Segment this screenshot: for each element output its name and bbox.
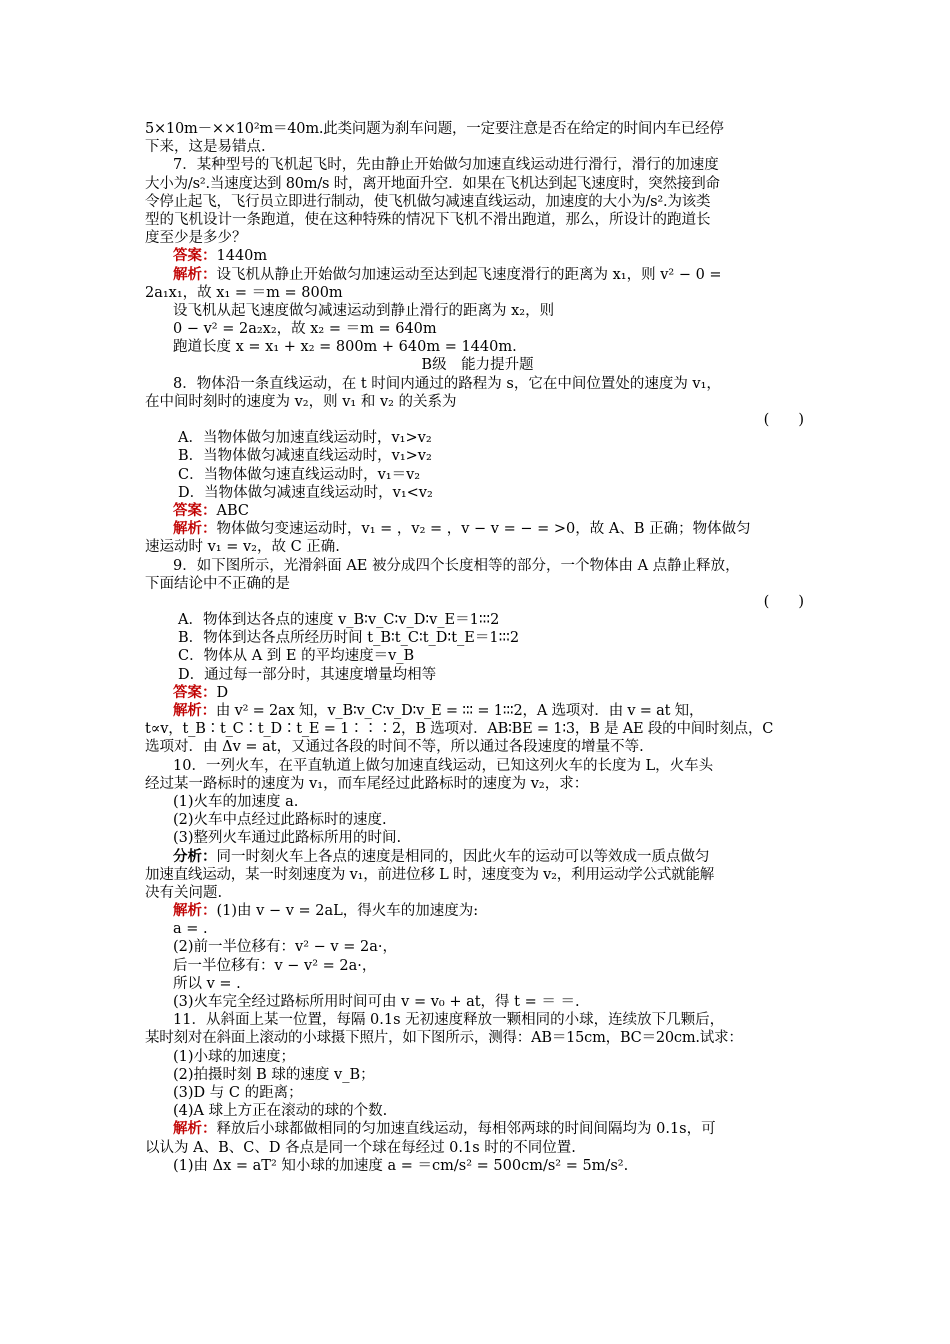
breakdown-line: 分析：同一时刻火车上各点的速度是相同的，因此火车的运动可以等效成一质点做匀 [173,847,710,865]
text-line: (3)D 与 C 的距离； [173,1084,303,1101]
breakdown-label: 分析： [173,847,217,865]
text-line: (1)由 Δx = aT² 知小球的加速度 a = ＝cm/s² = 500cm/s² = 5m/s². [173,1157,629,1174]
text-line: 在中间时刻时的速度为 v₂，则 v₁ 和 v₂ 的关系为 [145,393,457,410]
analysis-line: 解析：由 v² = 2ax 知，v_B∶v_C∶v_D∶v_E = ∶∶∶ = 1∶∶∶2，A 选项对．由 v = at 知， [173,702,704,719]
text-line: 2a₁x₁，故 x₁ = ＝m = 800m [145,284,343,301]
analysis-label: 解析： [173,1120,217,1138]
text-line: 型的飞机设计一条跑道，使在这种特殊的情况下飞机不滑出跑道，那么，所设计的跑道长 [145,211,711,228]
text-line: 下面结论中不正确的是 [145,575,290,592]
question-11: 11．从斜面上某一位置，每隔 0.1s 无初速度释放一颗相同的小球，连续放下几颗后， [173,1012,725,1029]
option-c: C．物体从 A 到 E 的平均速度＝v_B [178,648,415,665]
question-8: 8．物体沿一条直线运动，在 t 时间内通过的路程为 s，它在中间位置处的速度为 v₁， [173,375,721,392]
text-line: 所以 v = . [173,975,241,992]
text-line: 速运动时 v₁ = v₂，故 C 正确. [145,539,340,556]
option-b: B．当物体做匀减速直线运动时，v₁>v₂ [178,448,432,465]
text-line: 跑道长度 x = x₁ + x₂ = 800m + 640m = 1440m. [173,339,517,356]
analysis-label: 解析： [173,902,217,920]
text-line: (2)火车中点经过此路标时的速度. [173,812,387,829]
text-line: 0 − v² = 2a₂x₂，故 x₂ = ＝m = 640m [173,321,437,338]
document-page [145,120,810,1175]
text-line: a = . [173,921,208,938]
question-9: 9．如下图所示，光滑斜面 AE 被分成四个长度相等的部分，一个物体由 A 点静止释放， [173,557,740,574]
question-10: 10．一列火车，在平直轨道上做匀加速直线运动，已知这列火车的长度为 L，火车头 [173,757,714,774]
question-7: 7．某种型号的飞机起飞时，先由静止开始做匀加速直线运动进行滑行，滑行的加速度 [173,157,719,174]
option-d: D．通过每一部分时，其速度增量均相等 [178,666,437,683]
option-b: B．物体到达各点所经历时间 t_B∶t_C∶t_D∶t_E＝1∶∶∶2 [178,630,520,647]
text-line: 令停止起飞，飞行员立即进行制动，使飞机做匀减速直线运动，加速度的大小为/s².为该类 [145,193,711,210]
text-line: 经过某一路标时的速度为 v₁，而车尾经过此路标时的速度为 v₂，求： [145,775,589,792]
text-line: (3)整列火车通过此路标所用的时间. [173,830,402,847]
text-line: (3)火车完全经过路标所用时间可由 v = v₀ + at，得 t = ＝ ＝. [173,994,580,1010]
analysis-label: 解析： [173,702,216,719]
option-c: C．当物体做匀速直线运动时，v₁＝v₂ [178,466,421,483]
text-line: 某时刻对在斜面上滚动的小球摄下照片，如下图所示，测得：AB＝15cm，BC＝20cm.试求： [145,1030,743,1047]
answer-label: 答案： [173,247,217,265]
analysis-line: 解析：释放后小球都做相同的匀加速直线运动，每相邻两球的时间间隔均为 0.1s，可 [173,1120,716,1138]
text-line: 加速直线运动，某一时刻速度为 v₁，前进位移 L 时，速度变为 v₂，利用运动学公式就能解 [145,866,715,883]
text-line: 下来，这是易错点. [145,139,266,156]
answer-line: 答案：1440m [173,247,268,265]
text-line: (2)拍摄时刻 B 球的速度 v_B； [173,1066,375,1083]
option-a: A．物体到达各点的速度 v_B∶v_C∶v_D∶v_E＝1∶∶∶2 [178,612,500,629]
option-d: D．当物体做匀减速直线运动时，v₁<v₂ [178,484,433,501]
text-line: t∝v，t_B∶t_C∶t_D∶t_E = 1∶∶∶2，B 选项对．AB∶BE = 1∶3，B 是 AE 段的中间时刻点，C [145,721,774,738]
answer-line: 答案：ABC [173,501,249,519]
analysis-line: 解析：设飞机从静止开始做匀加速运动至达到起飞速度滑行的距离为 x₁，则 v² − 0 = [173,265,722,283]
answer-line: 答案：D [173,683,229,701]
text-line: (1)小球的加速度； [173,1048,296,1065]
text-line: 决有关问题. [145,884,223,901]
analysis-label: 解析： [173,520,217,538]
text-line: 度至少是多少？ [145,230,247,247]
text-line: 设飞机从起飞速度做匀减速运动到静止滑行的距离为 x₂，则 [173,302,555,319]
text-line: (1)火车的加速度 a. [173,793,299,810]
text-line: (4)A 球上方正在滚动的球的个数. [173,1103,388,1120]
text-line: 大小为/s².当速度达到 80m/s 时，离开地面升空．如果在飞机达到起飞速度时，突然接到命 [145,175,720,192]
text-line: 选项对．由 Δv = at，又通过各段的时间不等，所以通过各段速度的增量不等. [145,739,644,756]
analysis-line: 解析：(1)由 v − v = 2aL，得火车的加速度为: [173,902,479,920]
section-heading: B级 能力提升题 [421,357,534,374]
option-a: A．当物体做匀加速直线运动时，v₁>v₂ [178,430,432,447]
text-line: 5×10m－××10²m＝40m.此类问题为刹车问题，一定要注意是否在给定的时间内车已经停 [145,121,724,137]
answer-label: 答案： [173,501,217,519]
answer-blank: ( ) [763,412,804,428]
answer-blank: ( ) [763,593,804,610]
analysis-label: 解析： [173,265,217,283]
text-line: 以认为 A、B、C、D 各点是同一个球在每经过 0.1s 时的不同位置. [145,1139,576,1156]
text-line: 后一半位移有：v − v² = 2a·， [173,957,377,974]
analysis-line: 解析：物体做匀变速运动时，v₁ = ，v₂ = ，v − v = − = >0，故 A、B 正确；物体做匀 [173,520,751,538]
answer-label: 答案： [173,683,217,701]
text-line: (2)前一半位移有：v² − v = 2a·， [173,939,397,956]
